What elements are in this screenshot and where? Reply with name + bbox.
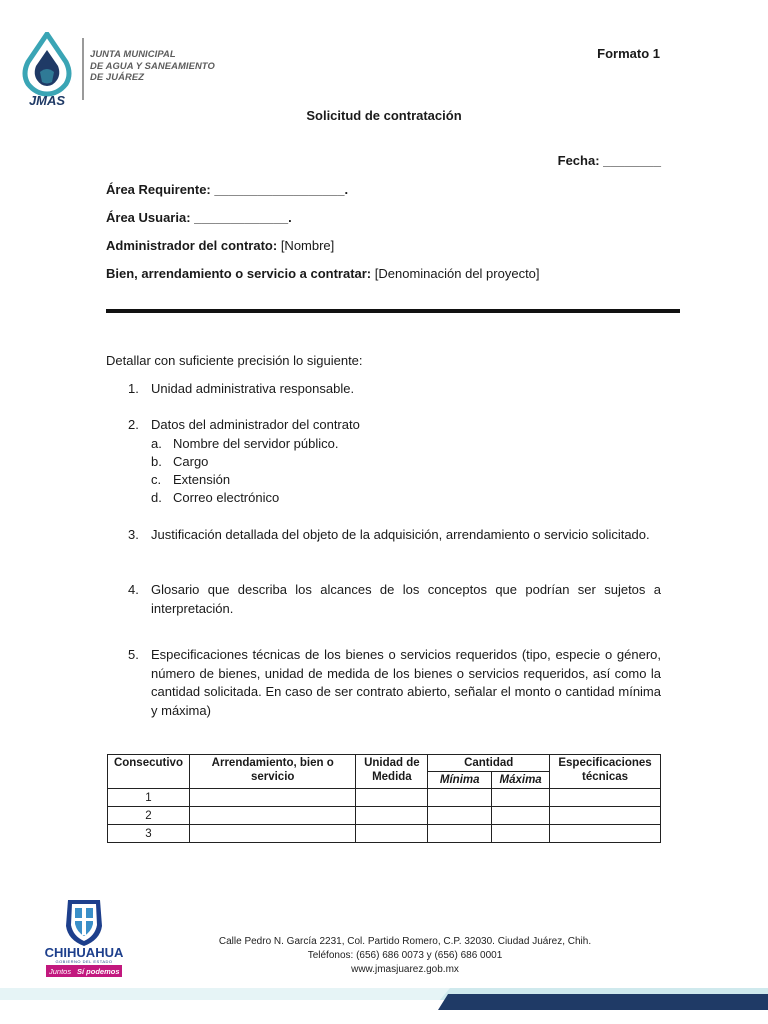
list-item-number: 5. <box>128 647 139 662</box>
col-header-quantity: Cantidad <box>428 755 550 772</box>
slogan-part1: Juntos <box>49 967 72 976</box>
format-label: Formato 1 <box>597 46 660 61</box>
list-item-number: 2. <box>128 417 139 432</box>
contract-administrator-value: [Nombre] <box>280 238 335 253</box>
org-name-line: DE AGUA Y SANEAMIENTO <box>90 59 215 71</box>
date-label: Fecha: <box>557 153 600 168</box>
contract-administrator-field <box>106 238 334 253</box>
user-area-field <box>106 210 292 225</box>
contract-object-value: [Denominación del proyecto] <box>374 266 540 281</box>
table-cell <box>492 807 550 825</box>
table-cell <box>550 825 661 843</box>
list-item-text: Glosario que describa los alcances de los conceptos que podrían ser sujetos a interpretación. <box>151 582 661 616</box>
contract-administrator-label: Administrador del contrato: <box>106 238 278 253</box>
table-cell <box>428 825 492 843</box>
sub-item-letter: a. <box>151 436 162 451</box>
address-line: Calle Pedro N. García 2231, Col. Partido Romero, C.P. 32030. Ciudad Juárez, Chih. <box>218 936 592 947</box>
col-header-maximum: Máxima <box>492 772 550 789</box>
org-name-line: JUNTA MUNICIPAL <box>90 48 176 59</box>
col-header-item: Arrendamiento, bien o servicio <box>189 755 356 789</box>
sub-item-text: Cargo <box>173 454 209 469</box>
col-header-minimum: Mínima <box>428 772 492 789</box>
col-header-consecutive: Consecutivo <box>108 755 190 789</box>
date-blank: ________ <box>603 153 661 168</box>
table-cell <box>428 807 492 825</box>
table-cell-consecutive: 2 <box>108 807 190 825</box>
table-cell <box>356 825 428 843</box>
table-cell-consecutive: 3 <box>108 825 190 843</box>
jmas-logo <box>10 28 242 108</box>
list-item-number: 1. <box>128 381 139 396</box>
organization-name <box>90 48 240 83</box>
table-cell <box>550 789 661 807</box>
user-area-label: Área Usuaria: <box>106 210 191 225</box>
state-subtitle: GOBIERNO DEL ESTADO <box>55 959 113 964</box>
requesting-area-label: Área Requirente: <box>106 182 211 197</box>
chihuahua-state-logo <box>36 896 132 980</box>
sub-item-letter: b. <box>151 454 162 469</box>
section-divider <box>106 309 680 313</box>
table-cell-consecutive: 1 <box>108 789 190 807</box>
list-item-number: 3. <box>128 527 139 542</box>
table-cell <box>492 789 550 807</box>
table-cell <box>356 807 428 825</box>
requesting-area-blank: __________________. <box>214 182 349 197</box>
list-item-text: Especificaciones técnicas de los bienes o servicios requeridos (tipo, especie o género, número de bienes, unidad de medida de los bienes o servicios requeridos, así como la cantidad solicitada. En caso de ser contrato abierto, señalar el monto o cantidad mínima y máxima) <box>151 647 661 718</box>
water-drop-logo-icon <box>18 32 76 106</box>
specifications-table <box>107 754 661 843</box>
sub-item-letter: c. <box>151 472 162 487</box>
table-cell <box>550 807 661 825</box>
list-item-text: Unidad administrativa responsable. <box>151 381 355 396</box>
table-cell <box>492 825 550 843</box>
list-item-text: Datos del administrador del contrato <box>151 417 360 432</box>
contract-object-label: Bien, arrendamiento o servicio a contratar: <box>106 266 372 281</box>
table-row <box>108 807 661 825</box>
table-row <box>108 825 661 843</box>
contract-object-field <box>106 266 540 281</box>
requesting-area-field <box>106 182 348 197</box>
table-cell <box>356 789 428 807</box>
website-link[interactable]: www.jmasjuarez.gob.mx <box>351 964 459 975</box>
sub-item-letter: d. <box>151 490 162 505</box>
logo-divider <box>82 38 84 100</box>
contact-address <box>140 935 670 977</box>
list-item-number: 4. <box>128 582 139 597</box>
table-row <box>108 789 661 807</box>
table-cell <box>189 825 356 843</box>
sub-item-text: Correo electrónico <box>173 490 280 505</box>
table-cell <box>189 807 356 825</box>
document-title: Solicitud de contratación <box>306 108 462 123</box>
sub-item-text: Extensión <box>173 472 231 487</box>
list-item-text: Justificación detallada del objeto de la adquisición, arrendamiento o servicio solicitado. <box>151 527 650 542</box>
col-header-specifications: Especificaciones técnicas <box>550 755 661 789</box>
table-cell <box>189 789 356 807</box>
jmas-logo-text: JMAS <box>28 93 66 106</box>
org-name-line: DE JUÁREZ <box>90 71 145 82</box>
user-area-blank: _____________. <box>194 210 292 225</box>
state-shield-icon <box>66 900 102 946</box>
footer-decorative-band <box>0 986 768 1010</box>
table-cell <box>428 789 492 807</box>
instructions-intro: Detallar con suficiente precisión lo siguiente: <box>106 353 363 368</box>
state-name: CHIHUAHUA <box>44 945 124 960</box>
date-field <box>558 153 661 168</box>
phone-line: Teléfonos: (656) 686 0073 y (656) 686 0001 <box>307 950 503 961</box>
col-header-unit: Unidad de Medida <box>356 755 428 789</box>
sub-item-text: Nombre del servidor público. <box>173 436 339 451</box>
slogan-part2: Sí podemos <box>77 967 120 976</box>
